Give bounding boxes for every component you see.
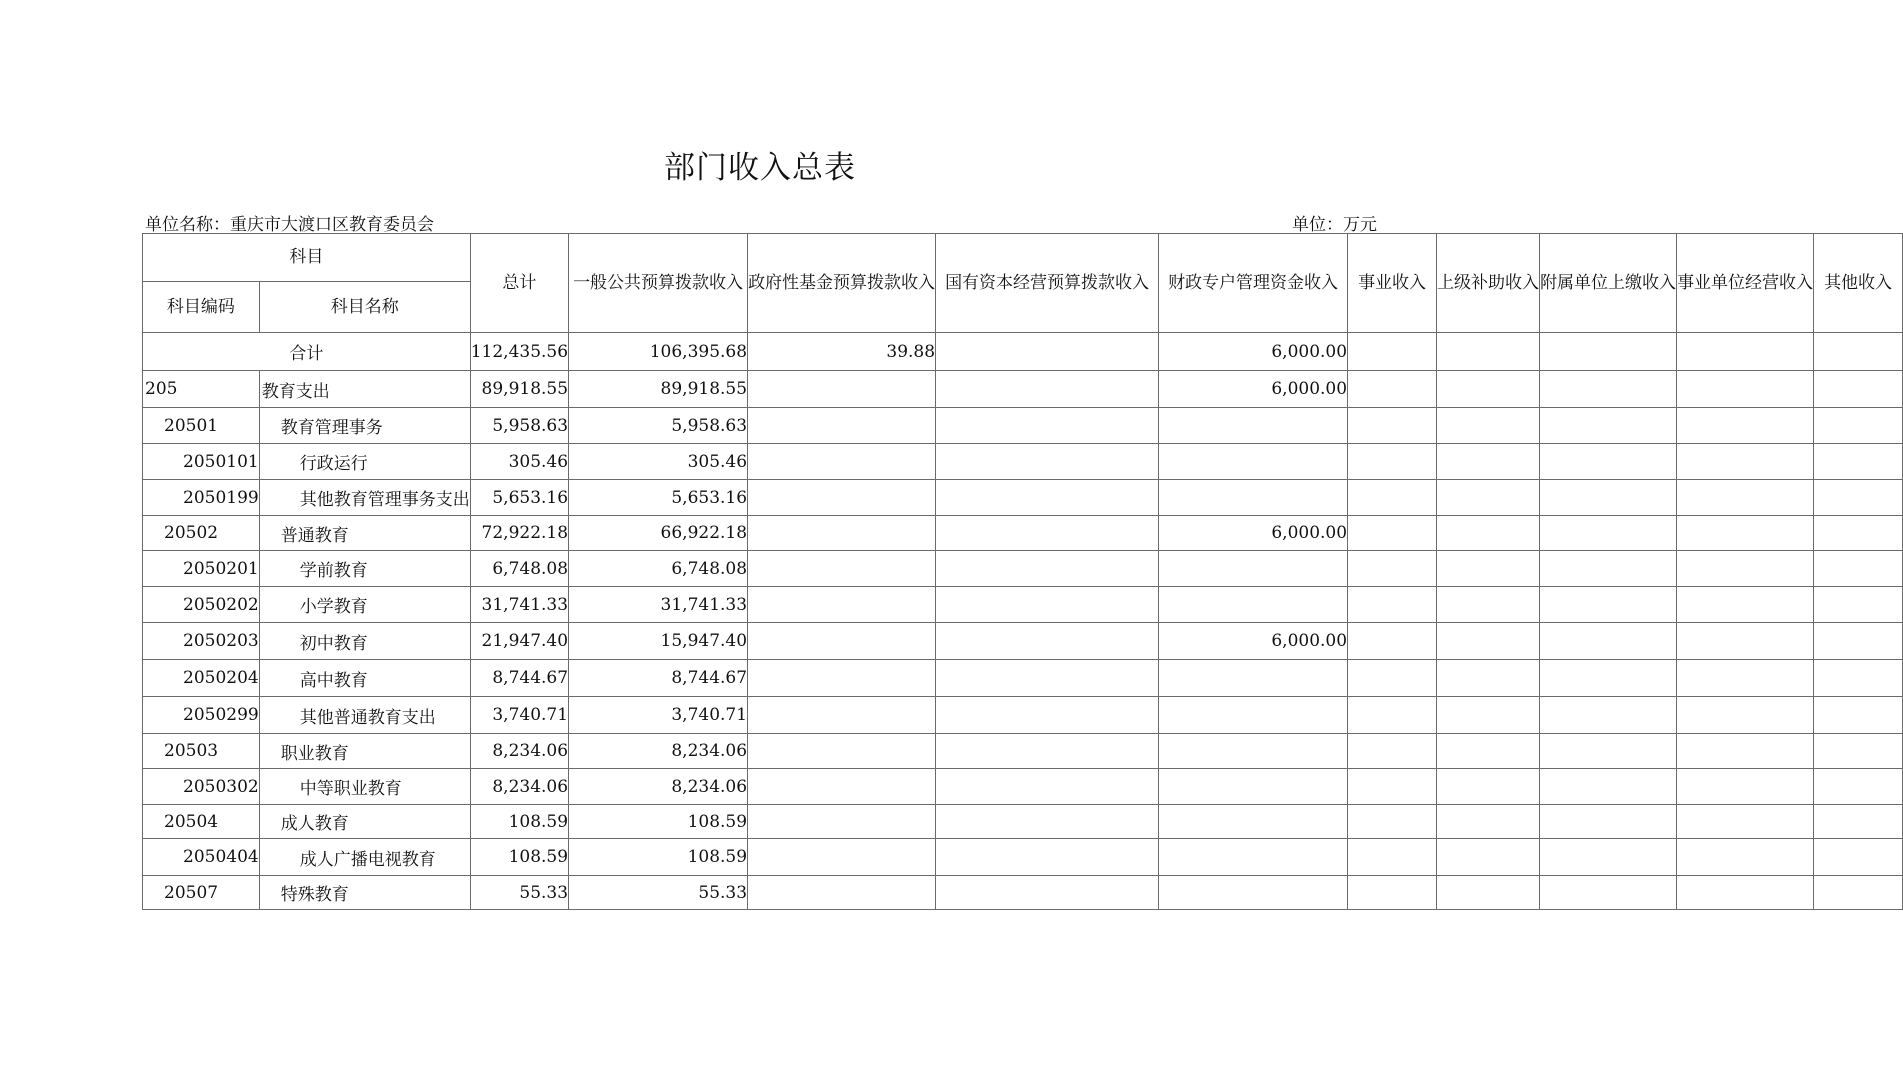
row-fiscal-special (1159, 480, 1348, 516)
income-summary-table (142, 233, 1903, 910)
empty-cell (1348, 516, 1437, 551)
empty-cell (1437, 444, 1540, 480)
empty-cell (1348, 587, 1437, 623)
row-total: 21,947.40 (470, 623, 568, 660)
empty-cell (1348, 551, 1437, 587)
row-fiscal-special (1159, 408, 1348, 444)
row-gov-fund (748, 371, 936, 408)
empty-cell (1814, 333, 1903, 371)
row-state-capital (936, 480, 1159, 516)
empty-cell (1437, 408, 1540, 444)
row-code: 2050101 (143, 444, 260, 480)
row-name: 职业教育 (259, 734, 470, 769)
row-gov-fund (748, 516, 936, 551)
table-row (143, 697, 1903, 734)
row-name: 高中教育 (259, 660, 470, 697)
empty-cell (1814, 805, 1903, 839)
row-name: 初中教育 (259, 623, 470, 660)
row-total: 31,741.33 (470, 587, 568, 623)
row-total: 8,234.06 (470, 734, 568, 769)
table-row (143, 480, 1903, 516)
empty-cell (1348, 734, 1437, 769)
empty-cell (1437, 516, 1540, 551)
row-state-capital (936, 551, 1159, 587)
row-gov-fund (748, 551, 936, 587)
row-fiscal-special (1159, 734, 1348, 769)
row-gov-fund (748, 734, 936, 769)
row-name: 学前教育 (259, 551, 470, 587)
row-general-budget: 6,748.08 (569, 551, 748, 587)
header-affiliated: 附属单位上缴收入 (1540, 234, 1677, 333)
row-total: 6,748.08 (470, 551, 568, 587)
row-state-capital (936, 408, 1159, 444)
row-name: 行政运行 (259, 444, 470, 480)
row-fiscal-special (1159, 551, 1348, 587)
row-general-budget: 89,918.55 (569, 371, 748, 408)
empty-cell (1677, 551, 1814, 587)
empty-cell (1814, 623, 1903, 660)
empty-cell (1540, 876, 1677, 910)
empty-cell (1437, 480, 1540, 516)
header-gov-fund: 政府性基金预算拨款收入 (748, 234, 936, 333)
row-code: 20507 (143, 876, 260, 910)
row-code: 2050302 (143, 769, 260, 805)
empty-cell (1814, 444, 1903, 480)
unit-label: 单位：万元 (1292, 215, 1377, 235)
empty-cell (1814, 408, 1903, 444)
empty-cell (1540, 734, 1677, 769)
empty-cell (1540, 408, 1677, 444)
empty-cell (1540, 371, 1677, 408)
row-code: 20503 (143, 734, 260, 769)
empty-cell (1540, 587, 1677, 623)
empty-cell (1348, 660, 1437, 697)
row-state-capital (936, 587, 1159, 623)
row-general-budget: 5,653.16 (569, 480, 748, 516)
row-fiscal-special (1159, 660, 1348, 697)
header-other: 其他收入 (1814, 234, 1903, 333)
empty-cell (1814, 516, 1903, 551)
page-title: 部门收入总表 (664, 150, 856, 186)
row-total: 3,740.71 (470, 697, 568, 734)
empty-cell (1348, 839, 1437, 876)
row-gov-fund (748, 408, 936, 444)
row-name: 其他教育管理事务支出 (259, 480, 470, 516)
empty-cell (1348, 333, 1437, 371)
row-total: 305.46 (470, 444, 568, 480)
table-row (143, 444, 1903, 480)
row-code: 20504 (143, 805, 260, 839)
row-fiscal-special: 6,000.00 (1159, 371, 1348, 408)
unit-name: 单位名称：重庆市大渡口区教育委员会 (145, 215, 434, 235)
empty-cell (1540, 805, 1677, 839)
row-code: 2050199 (143, 480, 260, 516)
table-row (143, 587, 1903, 623)
row-code: 2050404 (143, 839, 260, 876)
empty-cell (1437, 734, 1540, 769)
row-fiscal-special (1159, 587, 1348, 623)
empty-cell (1814, 876, 1903, 910)
empty-cell (1677, 660, 1814, 697)
row-gov-fund (748, 660, 936, 697)
row-general-budget: 305.46 (569, 444, 748, 480)
row-code: 205 (143, 371, 260, 408)
empty-cell (1814, 734, 1903, 769)
row-state-capital (936, 839, 1159, 876)
row-gov-fund (748, 839, 936, 876)
table-row (143, 876, 1903, 910)
row-name: 其他普通教育支出 (259, 697, 470, 734)
empty-cell (1540, 660, 1677, 697)
row-fiscal-special (1159, 444, 1348, 480)
empty-cell (1348, 697, 1437, 734)
row-gov-fund (748, 769, 936, 805)
row-general-budget: 15,947.40 (569, 623, 748, 660)
empty-cell (1348, 480, 1437, 516)
row-general-budget: 8,234.06 (569, 769, 748, 805)
row-total: 8,744.67 (470, 660, 568, 697)
table-row (143, 516, 1903, 551)
row-state-capital (936, 660, 1159, 697)
empty-cell (1437, 769, 1540, 805)
empty-cell (1348, 623, 1437, 660)
row-name: 中等职业教育 (259, 769, 470, 805)
empty-cell (1540, 516, 1677, 551)
empty-cell (1814, 551, 1903, 587)
row-gov-fund (748, 623, 936, 660)
row-name: 小学教育 (259, 587, 470, 623)
row-general-budget: 108.59 (569, 839, 748, 876)
table-row (143, 408, 1903, 444)
empty-cell (1437, 697, 1540, 734)
row-general-budget: 66,922.18 (569, 516, 748, 551)
empty-cell (1437, 839, 1540, 876)
table-row (143, 769, 1903, 805)
row-total: 5,958.63 (470, 408, 568, 444)
empty-cell (1540, 444, 1677, 480)
row-fiscal-special (1159, 769, 1348, 805)
row-code: 2050299 (143, 697, 260, 734)
empty-cell (1814, 839, 1903, 876)
empty-cell (1677, 444, 1814, 480)
row-general-budget: 3,740.71 (569, 697, 748, 734)
row-name: 教育管理事务 (259, 408, 470, 444)
row-total: 8,234.06 (470, 769, 568, 805)
row-total: 55.33 (470, 876, 568, 910)
empty-cell (1540, 623, 1677, 660)
empty-cell (1348, 876, 1437, 910)
row-code: 20502 (143, 516, 260, 551)
header-fiscal-special: 财政专户管理资金收入 (1159, 234, 1348, 333)
empty-cell (1540, 333, 1677, 371)
empty-cell (1540, 839, 1677, 876)
row-code: 20501 (143, 408, 260, 444)
row-state-capital (936, 516, 1159, 551)
empty-cell (1437, 876, 1540, 910)
total-general-budget: 106,395.68 (569, 333, 748, 371)
table-row (143, 734, 1903, 769)
header-state-capital: 国有资本经营预算拨款收入 (936, 234, 1159, 333)
row-state-capital (936, 876, 1159, 910)
table-row (143, 551, 1903, 587)
empty-cell (1814, 697, 1903, 734)
header-total: 总计 (470, 234, 568, 333)
empty-cell (1677, 769, 1814, 805)
row-gov-fund (748, 697, 936, 734)
empty-cell (1437, 551, 1540, 587)
empty-cell (1677, 697, 1814, 734)
total-row (143, 333, 1903, 371)
row-general-budget: 8,234.06 (569, 734, 748, 769)
row-fiscal-special (1159, 839, 1348, 876)
empty-cell (1814, 660, 1903, 697)
empty-cell (1437, 371, 1540, 408)
table-row (143, 623, 1903, 660)
row-code: 2050203 (143, 623, 260, 660)
empty-cell (1814, 371, 1903, 408)
empty-cell (1348, 408, 1437, 444)
row-name: 普通教育 (259, 516, 470, 551)
total-label: 合计 (143, 333, 471, 371)
header-code: 科目编码 (143, 282, 260, 333)
empty-cell (1540, 697, 1677, 734)
empty-cell (1348, 805, 1437, 839)
row-fiscal-special (1159, 876, 1348, 910)
row-state-capital (936, 805, 1159, 839)
empty-cell (1437, 805, 1540, 839)
row-gov-fund (748, 587, 936, 623)
empty-cell (1437, 587, 1540, 623)
empty-cell (1540, 480, 1677, 516)
header-name: 科目名称 (259, 282, 470, 333)
header-business-operation: 事业单位经营收入 (1677, 234, 1814, 333)
row-name: 成人教育 (259, 805, 470, 839)
empty-cell (1677, 480, 1814, 516)
row-fiscal-special: 6,000.00 (1159, 623, 1348, 660)
empty-cell (1437, 333, 1540, 371)
row-gov-fund (748, 876, 936, 910)
empty-cell (1677, 805, 1814, 839)
row-fiscal-special: 6,000.00 (1159, 516, 1348, 551)
row-code: 2050202 (143, 587, 260, 623)
empty-cell (1437, 623, 1540, 660)
table-row (143, 839, 1903, 876)
empty-cell (1540, 551, 1677, 587)
row-total: 89,918.55 (470, 371, 568, 408)
row-state-capital (936, 623, 1159, 660)
row-general-budget: 31,741.33 (569, 587, 748, 623)
header-subject: 科目 (143, 234, 471, 282)
empty-cell (1348, 371, 1437, 408)
table-row (143, 805, 1903, 839)
row-fiscal-special (1159, 805, 1348, 839)
empty-cell (1814, 480, 1903, 516)
row-code: 2050201 (143, 551, 260, 587)
row-total: 108.59 (470, 839, 568, 876)
empty-cell (1348, 444, 1437, 480)
empty-cell (1677, 623, 1814, 660)
row-total: 108.59 (470, 805, 568, 839)
row-general-budget: 5,958.63 (569, 408, 748, 444)
empty-cell (1540, 769, 1677, 805)
empty-cell (1677, 876, 1814, 910)
row-gov-fund (748, 805, 936, 839)
row-state-capital (936, 371, 1159, 408)
empty-cell (1677, 333, 1814, 371)
row-name: 成人广播电视教育 (259, 839, 470, 876)
total-gov-fund: 39.88 (748, 333, 936, 371)
row-general-budget: 55.33 (569, 876, 748, 910)
row-state-capital (936, 769, 1159, 805)
empty-cell (1677, 516, 1814, 551)
row-gov-fund (748, 480, 936, 516)
row-name: 教育支出 (259, 371, 470, 408)
row-code: 2050204 (143, 660, 260, 697)
row-general-budget: 8,744.67 (569, 660, 748, 697)
total-fiscal-special: 6,000.00 (1159, 333, 1348, 371)
header-general-budget: 一般公共预算拨款收入 (569, 234, 748, 333)
empty-cell (1814, 769, 1903, 805)
row-state-capital (936, 697, 1159, 734)
empty-cell (1437, 660, 1540, 697)
empty-cell (1677, 734, 1814, 769)
row-fiscal-special (1159, 697, 1348, 734)
row-total: 5,653.16 (470, 480, 568, 516)
empty-cell (1677, 371, 1814, 408)
row-gov-fund (748, 444, 936, 480)
total-total: 112,435.56 (470, 333, 568, 371)
empty-cell (1677, 587, 1814, 623)
table-row (143, 371, 1903, 408)
empty-cell (1677, 408, 1814, 444)
empty-cell (1814, 587, 1903, 623)
row-name: 特殊教育 (259, 876, 470, 910)
row-general-budget: 108.59 (569, 805, 748, 839)
empty-cell (1348, 769, 1437, 805)
total-state-capital (936, 333, 1159, 371)
table-row (143, 660, 1903, 697)
row-state-capital (936, 444, 1159, 480)
empty-cell (1677, 839, 1814, 876)
row-state-capital (936, 734, 1159, 769)
header-business: 事业收入 (1348, 234, 1437, 333)
row-total: 72,922.18 (470, 516, 568, 551)
header-superior-subsidy: 上级补助收入 (1437, 234, 1540, 333)
